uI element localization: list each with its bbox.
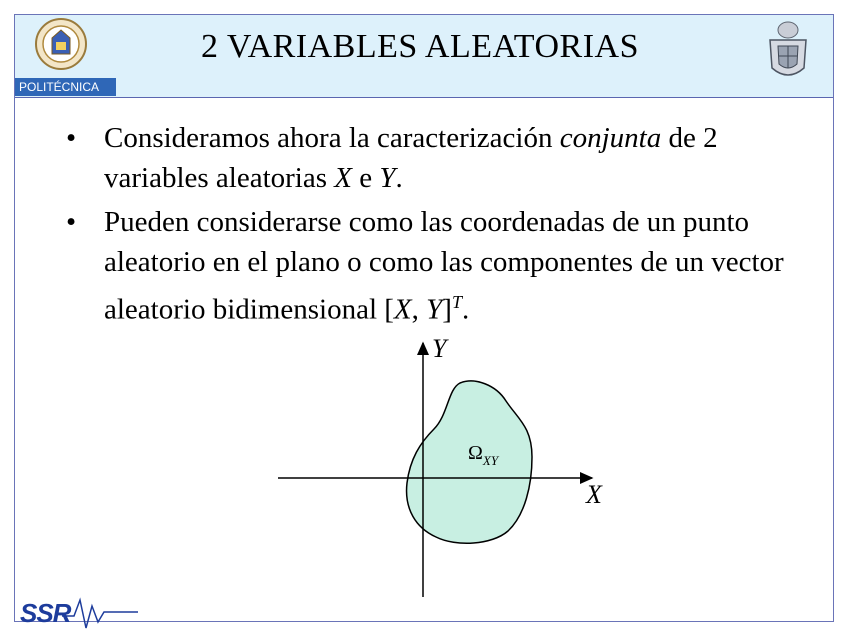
x-axis-label: X (586, 480, 602, 509)
page-title: 2 VARIABLES ALEATORIAS (201, 28, 639, 65)
omega-symbol: Ω (468, 442, 483, 464)
bullet-text: ] (442, 293, 452, 326)
transpose-superscript: T (451, 292, 462, 312)
bullet-text: e (352, 162, 380, 194)
bullet-list (66, 118, 826, 334)
bullet-text: . (395, 162, 403, 194)
politecnica-label: POLITÉCNICA (15, 78, 116, 96)
variable-x: X (334, 162, 352, 194)
bullet-text: de 2 variables aleatorias (104, 122, 718, 194)
ssr-logo-text: SSR (20, 598, 71, 628)
crest-icon (764, 20, 812, 86)
bullet-text: . (461, 293, 470, 326)
bullet-marker: • (66, 122, 77, 154)
bullet-text: , (411, 293, 427, 326)
variable-y: Y (426, 293, 443, 326)
bullet-item (66, 202, 826, 330)
bullet-text: Consideramos ahora la caracterización (104, 122, 560, 154)
bullet-item (66, 118, 826, 198)
bullet-text: Pueden considerarse como las coordenadas de un punto aleatorio en el plano o como las componentes de un vector aleatorio bidimensional [ (104, 206, 784, 326)
variable-y: Y (379, 162, 396, 194)
bullet-marker: • (66, 206, 77, 238)
y-axis-label: Y (432, 335, 447, 363)
xy-region-diagram (270, 335, 620, 605)
region-subscript: XY (482, 453, 499, 468)
variable-x: X (393, 293, 412, 326)
university-seal-icon (34, 16, 88, 76)
bullet-emphasis: conjunta (559, 122, 662, 154)
